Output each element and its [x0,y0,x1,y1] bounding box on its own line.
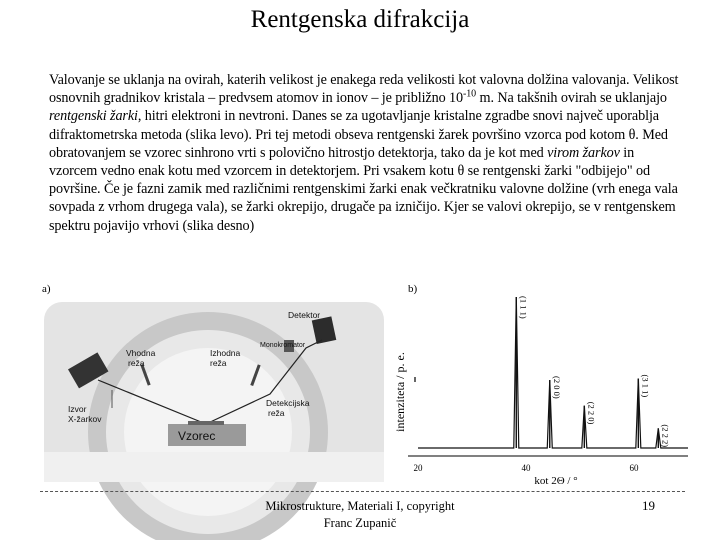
peak-label-4: (2 2 2) [660,424,671,448]
peak-label-3: (3 1 1) [640,374,651,398]
label-detector: Detektor [288,310,321,320]
footer-line-2: Franc Zupanič [323,516,397,530]
footer-divider [40,491,685,492]
peak-label-1: (2 0 0) [551,376,562,399]
label-sample: Vzorec [178,429,216,443]
y-axis-label: intenziteta / p. e. [393,352,407,432]
x-axis-label: kot 2Θ / ° [534,475,578,487]
peak-label-2: (2 2 0) [586,401,597,425]
label-source-1: Izvor [68,404,87,414]
diffraction-chart [393,282,698,492]
label-inlet-1: Vhodna [126,348,156,358]
label-det-slit-1: Detekcijska [266,398,310,408]
para-exponent: -10 [463,88,477,100]
label-monochromator: Monokromator [260,342,306,349]
panel-a-label: a) [42,283,51,295]
label-outlet-1: Izhodna [210,348,241,358]
label-outlet-2: reža [210,358,227,368]
para-text-2: m. Na takšnih ovirah se uklanjajo [476,90,667,107]
para-text-3: , hitri elektroni in nevtroni. Danes se za ugotavljanje kristalne zgradbe snovi največ uporablja difraktometrska metoda (slika levo). Pri tej metodi obseva rentgenski žarek površino vzorca pod kotom θ. Med obratovanjem se vzorec sinhrono vrti s polovično hitrostjo detektorja, tako da je kot med [49,108,668,161]
diffraction-trace [418,297,688,448]
para-italic-xrays: rentgenski žarki [49,108,138,125]
diffractometer-figure [38,282,404,482]
para-text-1: Valovanje se uklanja na ovirah, katerih velikost je enakega reda velikosti kot valovna dolžina valovanja. Velikost osnovnih gradnikov kristala – predvsem atomov in ionov – je približno 10 [49,72,679,107]
para-italic-source: virom žarkov [547,144,620,161]
x-tick-label-0: 20 [413,463,423,473]
peak-label-0: (1 1 1) [518,296,529,319]
label-source-2: X-žarkov [68,414,102,424]
slide-title: Rentgenska difrakcija [250,6,470,33]
diffraction-chart-svg [393,282,698,492]
page-number: 19 [642,498,655,513]
diffractometer-svg [38,282,404,482]
label-det-slit-2: reža [268,408,285,418]
para-text-4: in vzorcem vedno enak kotu med vzorcem in detektorjem. Pri vsakem kotu θ se rentgenski žarki "odbijejo" od površine. Če je fazni zamik med različnimi rentgenskimi žarki enak večkratniku valovne dolžine (vrh enega vala sovpada z vrhom drugega vala), se žarki okrepijo, drugače pa izničijo. Kjer se valovi okrepijo, se v rentgenskem spektru pojavijo vrhovi (slika desno) [49,144,678,234]
label-inlet-2: reža [128,358,145,368]
x-tick-label-1: 40 [521,463,531,473]
panel-b-label: b) [408,283,418,295]
footer-credit [230,498,490,532]
footer-line-1: Mikrostrukture, Materiali I, copyright [265,499,455,513]
x-tick-label-2: 60 [629,463,639,473]
body-paragraph [49,71,679,235]
